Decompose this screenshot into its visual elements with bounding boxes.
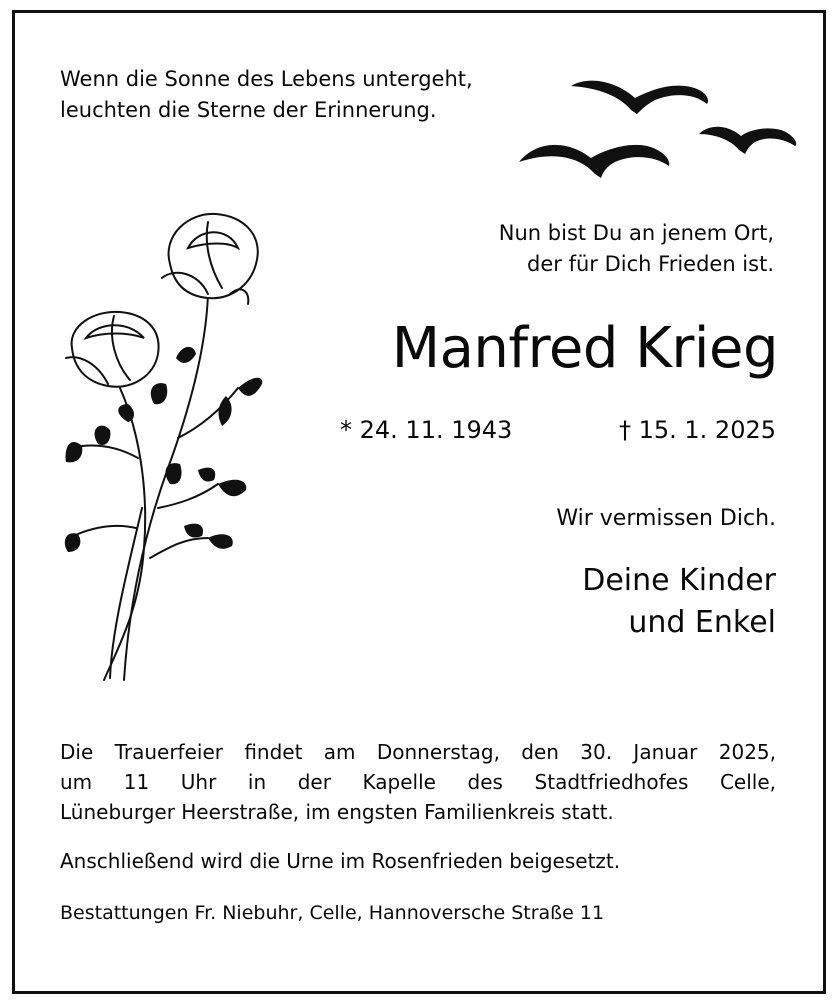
signed-by xyxy=(582,560,776,644)
signed-line-2: und Enkel xyxy=(628,605,776,640)
urn-notice: Anschließend wird die Urne im Rosenfrieden beigesetzt. xyxy=(60,849,621,873)
deceased-name: Manfred Krieg xyxy=(391,316,778,381)
signed-line-1: Deine Kinder xyxy=(582,563,776,598)
ceremony-line-1: Die Trauerfeier findet am Donnerstag, den 30. Januar 2025, xyxy=(60,740,776,764)
roses-icon xyxy=(58,208,268,688)
quote-line-2: der für Dich Frieden ist. xyxy=(527,252,774,276)
ceremony-line-2: um 11 Uhr in der Kapelle des Stadtfriedhofes Celle, xyxy=(60,770,776,794)
bird-icon xyxy=(699,127,796,154)
undertaker: Bestattungen Fr. Niebuhr, Celle, Hannoversche Straße 11 xyxy=(60,902,605,924)
motto-line-1: Wenn die Sonne des Lebens untergeht, xyxy=(60,67,473,91)
ceremony-line-3: Lüneburger Heerstraße, im engsten Familienkreis statt. xyxy=(60,800,614,824)
bird-icon xyxy=(571,81,708,114)
motto-line-2: leuchten die Sterne der Erinnerung. xyxy=(60,98,437,122)
quote-line-1: Nun bist Du an jenem Ort, xyxy=(498,221,774,245)
farewell-line: Wir vermissen Dich. xyxy=(556,506,776,531)
motto xyxy=(60,64,473,126)
ceremony-notice xyxy=(60,737,776,827)
death-date: † 15. 1. 2025 xyxy=(618,416,776,444)
birth-date: * 24. 11. 1943 xyxy=(340,416,513,444)
birds-icon xyxy=(515,74,805,184)
bird-icon xyxy=(519,145,669,178)
quote xyxy=(499,218,774,280)
